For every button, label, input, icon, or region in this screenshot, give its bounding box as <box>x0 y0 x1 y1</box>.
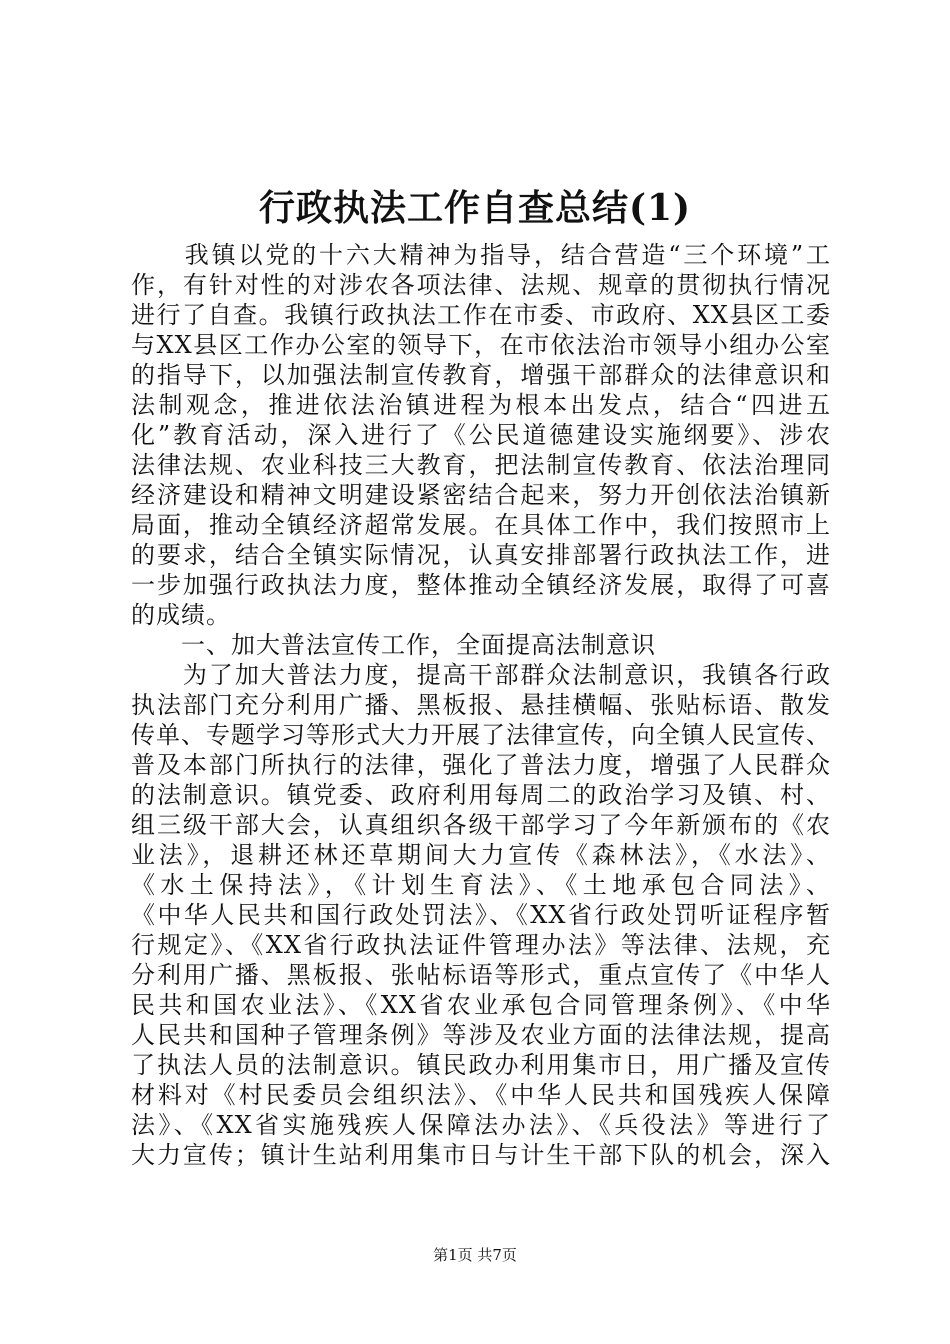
body-line: 一、加大普法宣传工作，全面提高法制意识 <box>131 631 656 659</box>
body-line: 组三级干部大会，认真组织各级干部学习了今年新颁布的《农 <box>131 811 831 839</box>
body-line: 法律法规、农业科技三大教育，把法制宣传教育、依法治理同 <box>131 451 831 479</box>
body-line: 为了加大普法力度，提高干部群众法制意识，我镇各行政 <box>131 661 831 689</box>
body-line: 作，有针对性的对涉农各项法律、法规、规章的贯彻执行情况 <box>131 271 831 299</box>
body-line: 分利用广播、黑板报、张帖标语等形式，重点宣传了《中华人 <box>131 961 831 989</box>
body-line: 局面，推动全镇经济超常发展。在具体工作中，我们按照市上 <box>131 511 831 539</box>
body-line: 的指导下，以加强法制宣传教育，增强干部群众的法律意识和 <box>131 361 831 389</box>
body-line: 《水土保持法》，《计划生育法》、《土地承包合同法》、 <box>131 871 831 899</box>
body-line: 经济建设和精神文明建设紧密结合起来，努力开创依法治镇新 <box>131 481 831 509</box>
body-line: 人民共和国种子管理条例》等涉及农业方面的法律法规，提高 <box>131 1021 831 1049</box>
body-line: 普及本部门所执行的法律，强化了普法力度，增强了人民群众 <box>131 751 831 779</box>
page-footer: 第1页 共7页 <box>433 1246 517 1264</box>
body-line: 法》、《XX省实施残疾人保障法办法》、《兵役法》等进行了 <box>131 1111 831 1139</box>
body-line: 法制观念，推进依法治镇进程为根本出发点，结合“四进五 <box>131 391 831 419</box>
body-line: 一步加强行政执法力度，整体推动全镇经济发展，取得了可喜 <box>131 571 831 599</box>
body-line: 与XX县区工作办公室的领导下，在市依法治市领导小组办公室 <box>131 331 831 359</box>
body-line: 《中华人民共和国行政处罚法》、《XX省行政处罚听证程序暂 <box>131 901 831 929</box>
body-line: 化”教育活动，深入进行了《公民道德建设实施纲要》、涉农 <box>131 421 831 449</box>
body-line: 的成绩。 <box>131 601 231 629</box>
body-line: 民共和国农业法》、《XX省农业承包合同管理条例》、《中华 <box>131 991 831 1019</box>
body-line: 执法部门充分利用广播、黑板报、悬挂横幅、张贴标语、散发 <box>131 691 831 719</box>
body-line: 大力宣传；镇计生站利用集市日与计生干部下队的机会，深入 <box>131 1141 831 1169</box>
body-line: 的法制意识。镇党委、政府利用每周二的政治学习及镇、村、 <box>131 781 831 809</box>
document-body <box>131 240 831 1170</box>
body-line: 进行了自查。我镇行政执法工作在市委、市政府、XX县区工委 <box>131 301 831 329</box>
body-line: 了执法人员的法制意识。镇民政办利用集市日，用广播及宣传 <box>131 1051 831 1079</box>
document-title: 行政执法工作自查总结(1) <box>258 187 692 229</box>
body-line: 传单、专题学习等形式大力开展了法律宣传，向全镇人民宣传、 <box>131 721 831 749</box>
body-line: 业法》，退耕还林还草期间大力宣传《森林法》，《水法》、 <box>131 841 831 869</box>
body-line: 行规定》、《XX省行政执法证件管理办法》等法律、法规，充 <box>131 931 831 959</box>
body-line: 的要求，结合全镇实际情况，认真安排部署行政执法工作，进 <box>131 541 831 569</box>
body-line: 我镇以党的十六大精神为指导，结合营造“三个环境”工 <box>131 241 831 269</box>
body-line: 材料对《村民委员会组织法》、《中华人民共和国残疾人保障 <box>131 1081 831 1109</box>
